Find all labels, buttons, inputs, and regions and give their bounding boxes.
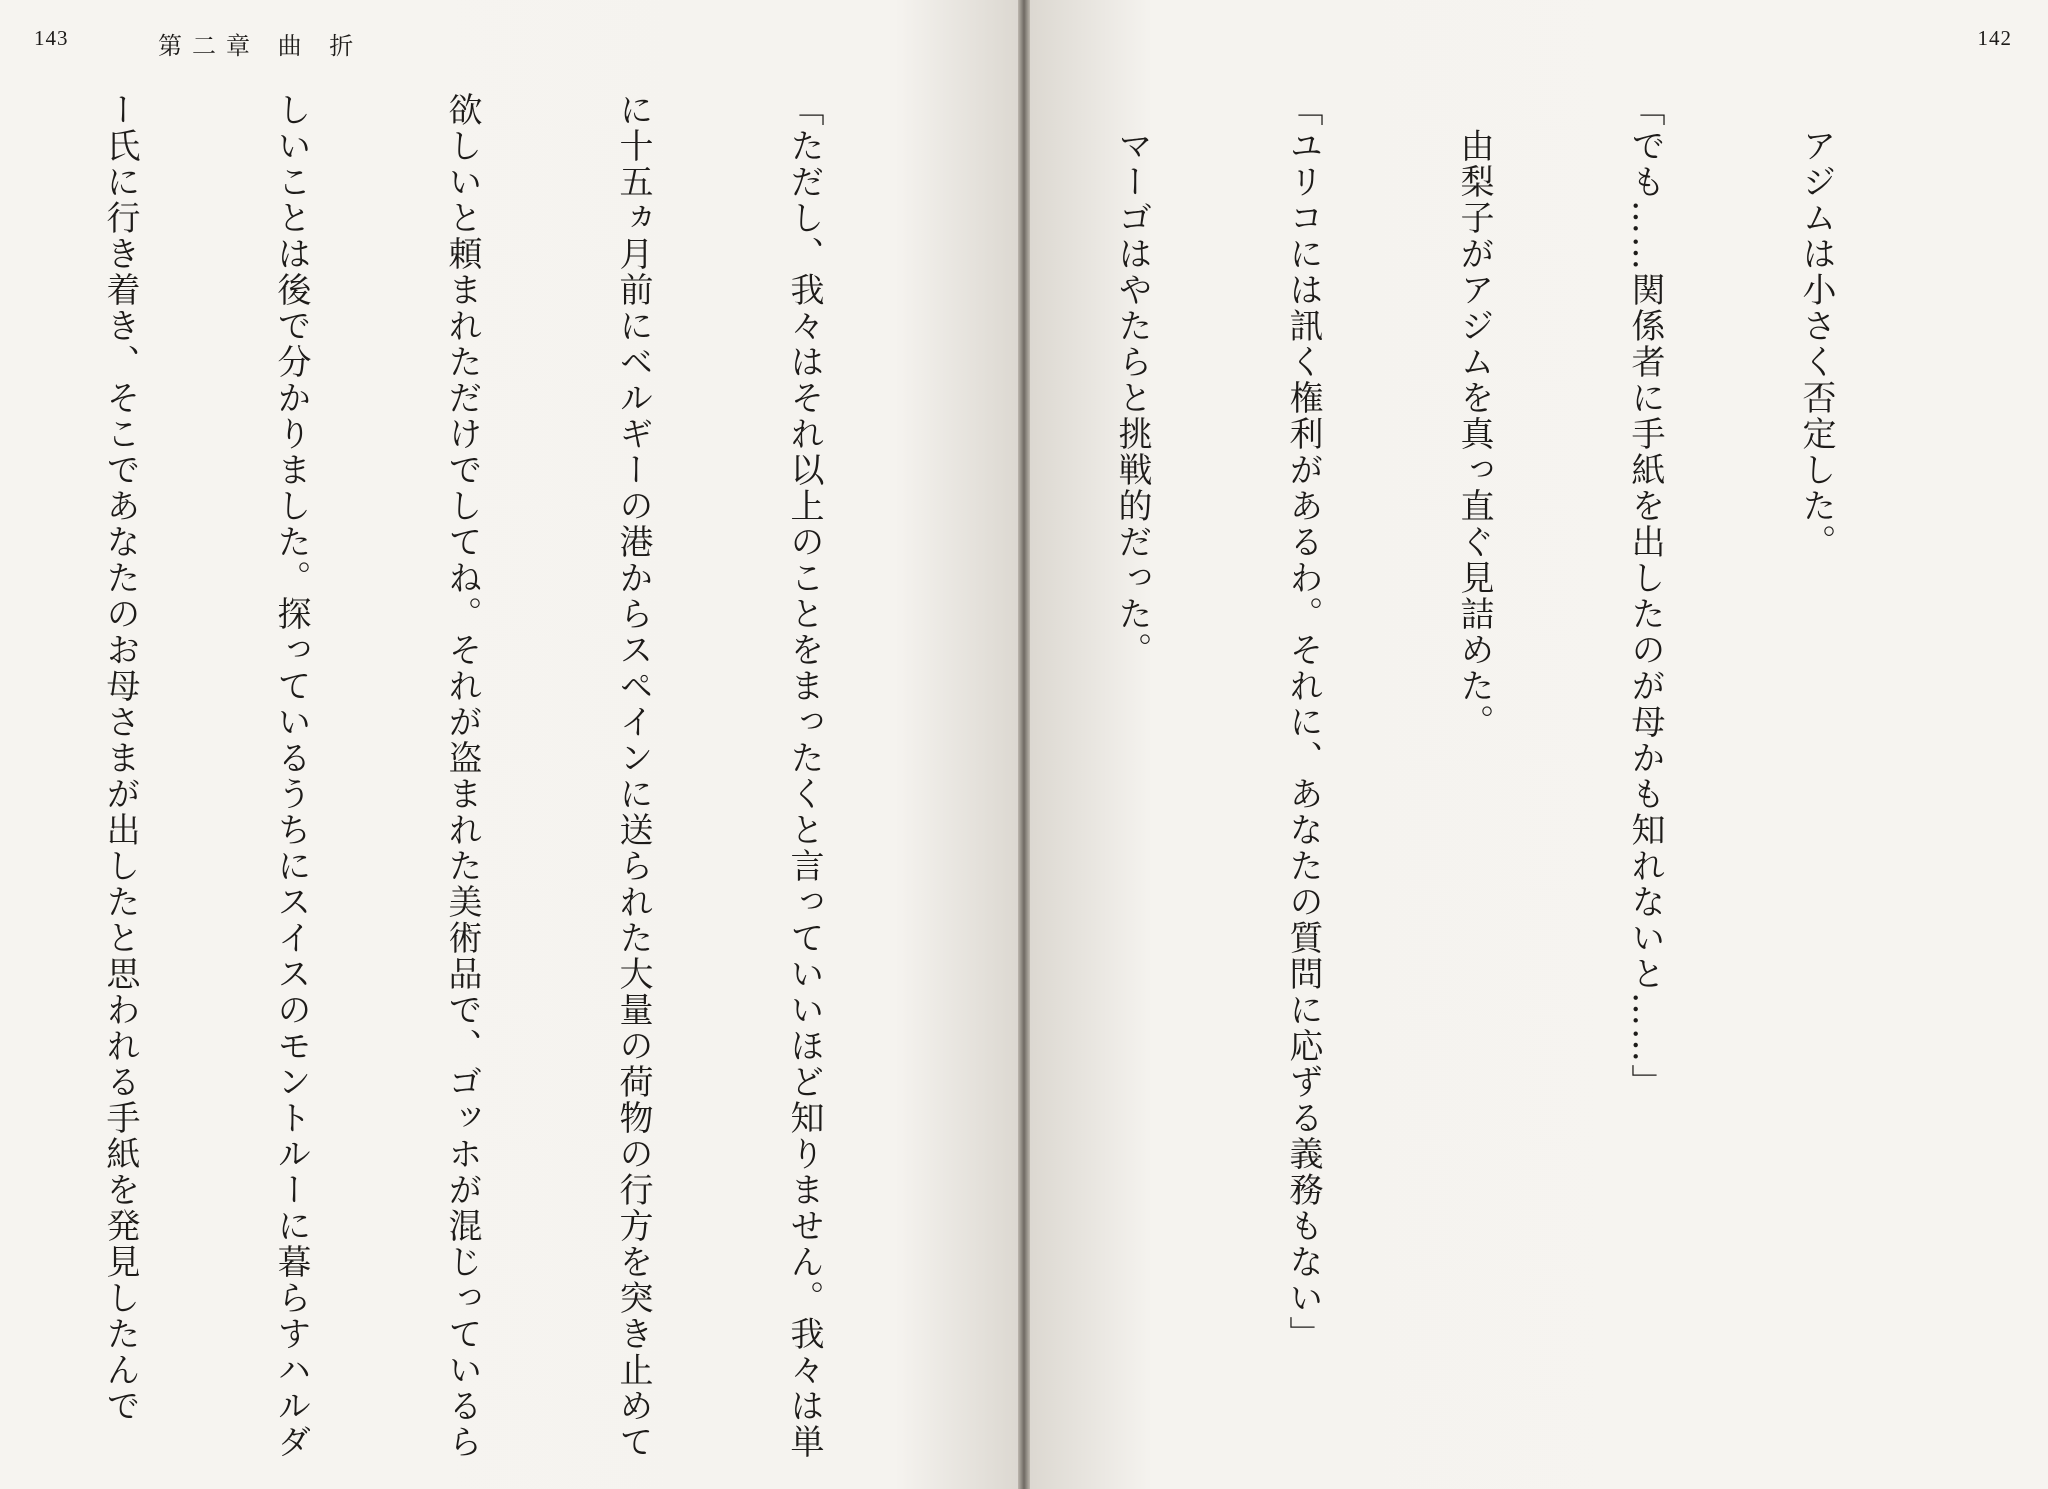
- text-column: に十五ヵ月前にベルギーの港からスペインに送られた大量の荷物の行方を突き止めて: [613, 92, 653, 1460]
- text-column: 欲しいと頼まれただけでしてね。それが盗まれた美術品で、ゴッホが混じっているら: [442, 92, 482, 1460]
- chapter-title: 第二章 曲 折: [158, 32, 364, 60]
- page-number-left: 143: [34, 26, 69, 50]
- left-page: [0, 0, 1018, 1489]
- text-column: 「ただし、我々はそれ以上のことをまったくと言っていいほど知りません。我々は単: [784, 92, 824, 1460]
- text-column: 「でも……関係者に手紙を出したのが母かも知れないと……」: [1625, 92, 1665, 1100]
- page-number-right: 142: [1977, 26, 2012, 50]
- text-column: アジムは小さく否定した。: [1796, 92, 1836, 560]
- text-column: ー氏に行き着き、そこであなたのお母さまが出したと思われる手紙を発見したんで: [100, 92, 140, 1424]
- right-page-text: [1030, 92, 1958, 1472]
- text-column: 「ユリコには訊く権利があるわ。それに、あなたの質問に応ずる義務もない」: [1283, 92, 1323, 1352]
- text-column: 由梨子がアジムを真っ直ぐ見詰めた。: [1454, 92, 1494, 740]
- left-page-text: [0, 92, 946, 1472]
- right-page: [1030, 0, 2048, 1489]
- text-column: しいことは後で分かりました。探っているうちにスイスのモントルーに暮らすハルダ: [271, 92, 311, 1460]
- book-gutter: [1018, 0, 1030, 1489]
- text-column: マーゴはやたらと挑戦的だった。: [1112, 92, 1152, 668]
